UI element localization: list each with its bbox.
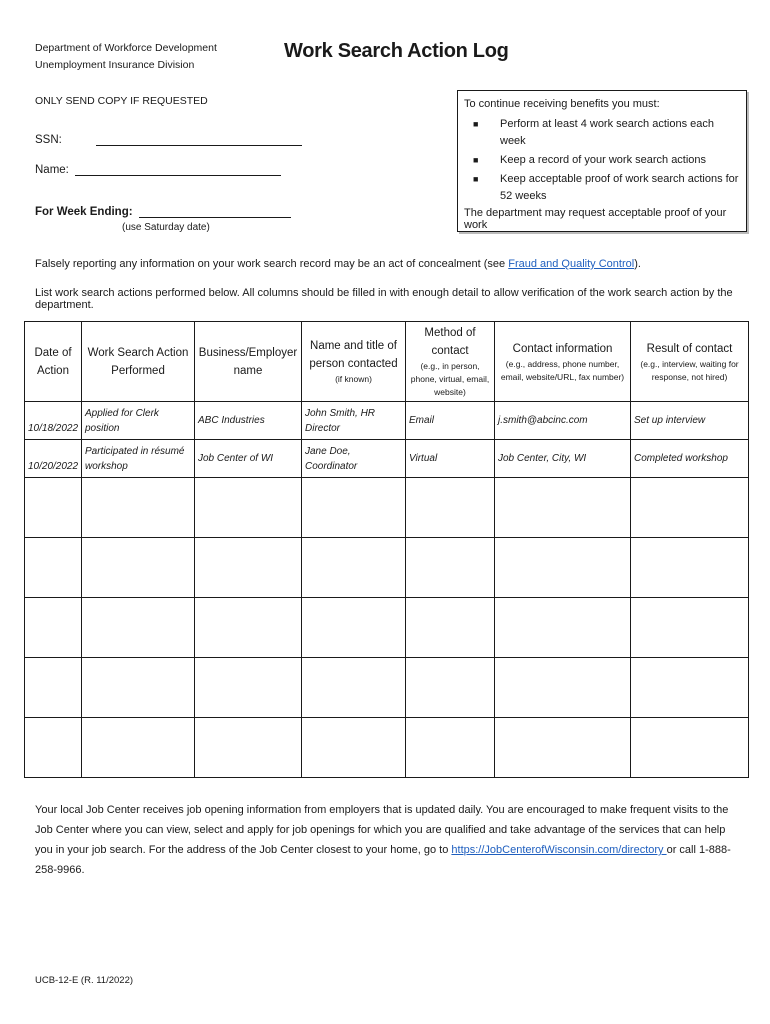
table-cell[interactable]: [495, 658, 631, 718]
table-cell[interactable]: [406, 598, 495, 658]
page-title: Work Search Action Log: [284, 40, 509, 62]
table-row: [25, 538, 749, 598]
bullet-icon: ■: [473, 174, 479, 184]
table-cell[interactable]: [406, 658, 495, 718]
bullet-icon: ■: [473, 119, 479, 129]
table-cell[interactable]: [495, 598, 631, 658]
table-row: [25, 478, 749, 538]
col-contact-header: Contact information (e.g., address, phone number, email, website/URL, fax number): [495, 322, 631, 402]
table-cell[interactable]: [302, 718, 406, 778]
table-cell[interactable]: Jane Doe, Coordinator: [302, 440, 406, 478]
table-cell[interactable]: Job Center of WI: [195, 440, 302, 478]
ssn-input-line[interactable]: [96, 132, 302, 146]
agency-line-2: Unemployment Insurance Division: [35, 59, 195, 71]
table-cell[interactable]: [631, 478, 749, 538]
table-cell[interactable]: [631, 718, 749, 778]
table-row: [25, 440, 749, 478]
col-employer-header: Business/Employer name: [195, 322, 302, 402]
agency-line-1: Department of Workforce Development: [35, 42, 217, 54]
ssn-field[interactable]: [35, 132, 302, 146]
col-method-header: Method of contact (e.g., in person, phone, virtual, email, website): [406, 322, 495, 402]
table-row: [25, 658, 749, 718]
requirements-list: [464, 116, 740, 205]
table-cell[interactable]: [82, 658, 195, 718]
col-date-header: Date of Action: [25, 322, 82, 402]
table-cell[interactable]: [82, 598, 195, 658]
table-cell[interactable]: [302, 478, 406, 538]
table-cell[interactable]: [631, 598, 749, 658]
table-cell[interactable]: [25, 538, 82, 598]
send-notice: ONLY SEND COPY IF REQUESTED: [35, 95, 208, 107]
requirements-title: To continue receiving benefits you must:: [464, 98, 660, 110]
col-action-header: Work Search Action Performed: [82, 322, 195, 402]
requirement-item: ■ Keep a record of your work search actions: [464, 152, 740, 169]
col-result-header: Result of contact (e.g., interview, waiting for response, not hired): [631, 322, 749, 402]
table-cell[interactable]: [495, 538, 631, 598]
table-cell[interactable]: [495, 718, 631, 778]
table-cell[interactable]: Virtual: [406, 440, 495, 478]
table-cell[interactable]: Participated in résumé workshop: [82, 440, 195, 478]
table-cell[interactable]: [495, 478, 631, 538]
table-cell[interactable]: [25, 658, 82, 718]
form-id: UCB-12-E (R. 11/2022): [35, 975, 134, 986]
table-cell[interactable]: [82, 718, 195, 778]
table-cell[interactable]: [25, 598, 82, 658]
table-cell[interactable]: [25, 478, 82, 538]
week-ending-input-line[interactable]: [139, 204, 291, 218]
concealment-warning: Falsely reporting any information on your work search record may be an act of concealment (see Fraud and Quality Control).: [35, 258, 641, 270]
table-cell[interactable]: [195, 538, 302, 598]
week-ending-field[interactable]: [35, 204, 291, 218]
agency-name: [35, 40, 217, 74]
table-cell[interactable]: [302, 598, 406, 658]
table-cell[interactable]: 10/18/2022: [25, 402, 82, 440]
table-cell[interactable]: Set up interview: [631, 402, 749, 440]
table-cell[interactable]: [195, 598, 302, 658]
table-cell[interactable]: John Smith, HR Director: [302, 402, 406, 440]
table-row: [25, 718, 749, 778]
table-cell[interactable]: [195, 718, 302, 778]
table-cell[interactable]: [82, 478, 195, 538]
table-cell[interactable]: [406, 718, 495, 778]
table-cell[interactable]: [302, 658, 406, 718]
instructions-text: List work search actions performed below. All columns should be filled in with enough detail to allow verification of the work search action by the department.: [35, 287, 733, 311]
requirements-box: [457, 90, 747, 232]
table-cell[interactable]: [82, 538, 195, 598]
requirement-item: ■ Keep acceptable proof of work search actions for 52 weeks: [473, 173, 739, 202]
table-cell[interactable]: j.smith@abcinc.com: [495, 402, 631, 440]
name-input-line[interactable]: [75, 162, 281, 176]
table-cell[interactable]: [406, 478, 495, 538]
table-cell[interactable]: [195, 658, 302, 718]
table-cell[interactable]: [25, 718, 82, 778]
table-cell[interactable]: Job Center, City, WI: [495, 440, 631, 478]
table-header-row: [25, 322, 749, 402]
ssn-label: SSN:: [35, 134, 62, 146]
table-cell[interactable]: [195, 478, 302, 538]
fraud-link[interactable]: Fraud and Quality Control: [508, 258, 635, 270]
table-cell[interactable]: [302, 538, 406, 598]
bullet-icon: ■: [473, 155, 479, 165]
job-center-directory-link[interactable]: https://JobCenterofWisconsin.com/directory: [451, 844, 667, 856]
week-ending-note: (use Saturday date): [122, 222, 210, 233]
table-cell[interactable]: 10/20/2022: [25, 440, 82, 478]
table-cell[interactable]: [406, 538, 495, 598]
table-cell[interactable]: Applied for Clerk position: [82, 402, 195, 440]
table-cell[interactable]: Completed workshop: [631, 440, 749, 478]
table-cell[interactable]: ABC Industries: [195, 402, 302, 440]
table-cell[interactable]: [631, 538, 749, 598]
col-person-header: Name and title of person contacted (if known): [302, 322, 406, 402]
work-search-table: [24, 321, 749, 778]
week-ending-label: For Week Ending:: [35, 206, 133, 218]
table-cell[interactable]: Email: [406, 402, 495, 440]
job-center-info: Your local Job Center receives job opening information from employers that is updated daily. You are encouraged to make frequent visits to the Job Center where you can view, select and apply for job openings for which you are qualified and take advantage of the services that can help you in your job search. For the address of the Job Center closest to your home, go to https://JobCenterofWisconsin.com/directory or call 1-888-258-9966.: [35, 804, 731, 876]
name-field[interactable]: [35, 162, 281, 176]
table-row: [25, 598, 749, 658]
table-cell[interactable]: [631, 658, 749, 718]
requirements-footer: The department may request acceptable proof of your work: [464, 207, 727, 231]
table-row: [25, 402, 749, 440]
name-label: Name:: [35, 164, 69, 176]
requirement-item: ■ Perform at least 4 work search actions each week: [473, 118, 714, 147]
